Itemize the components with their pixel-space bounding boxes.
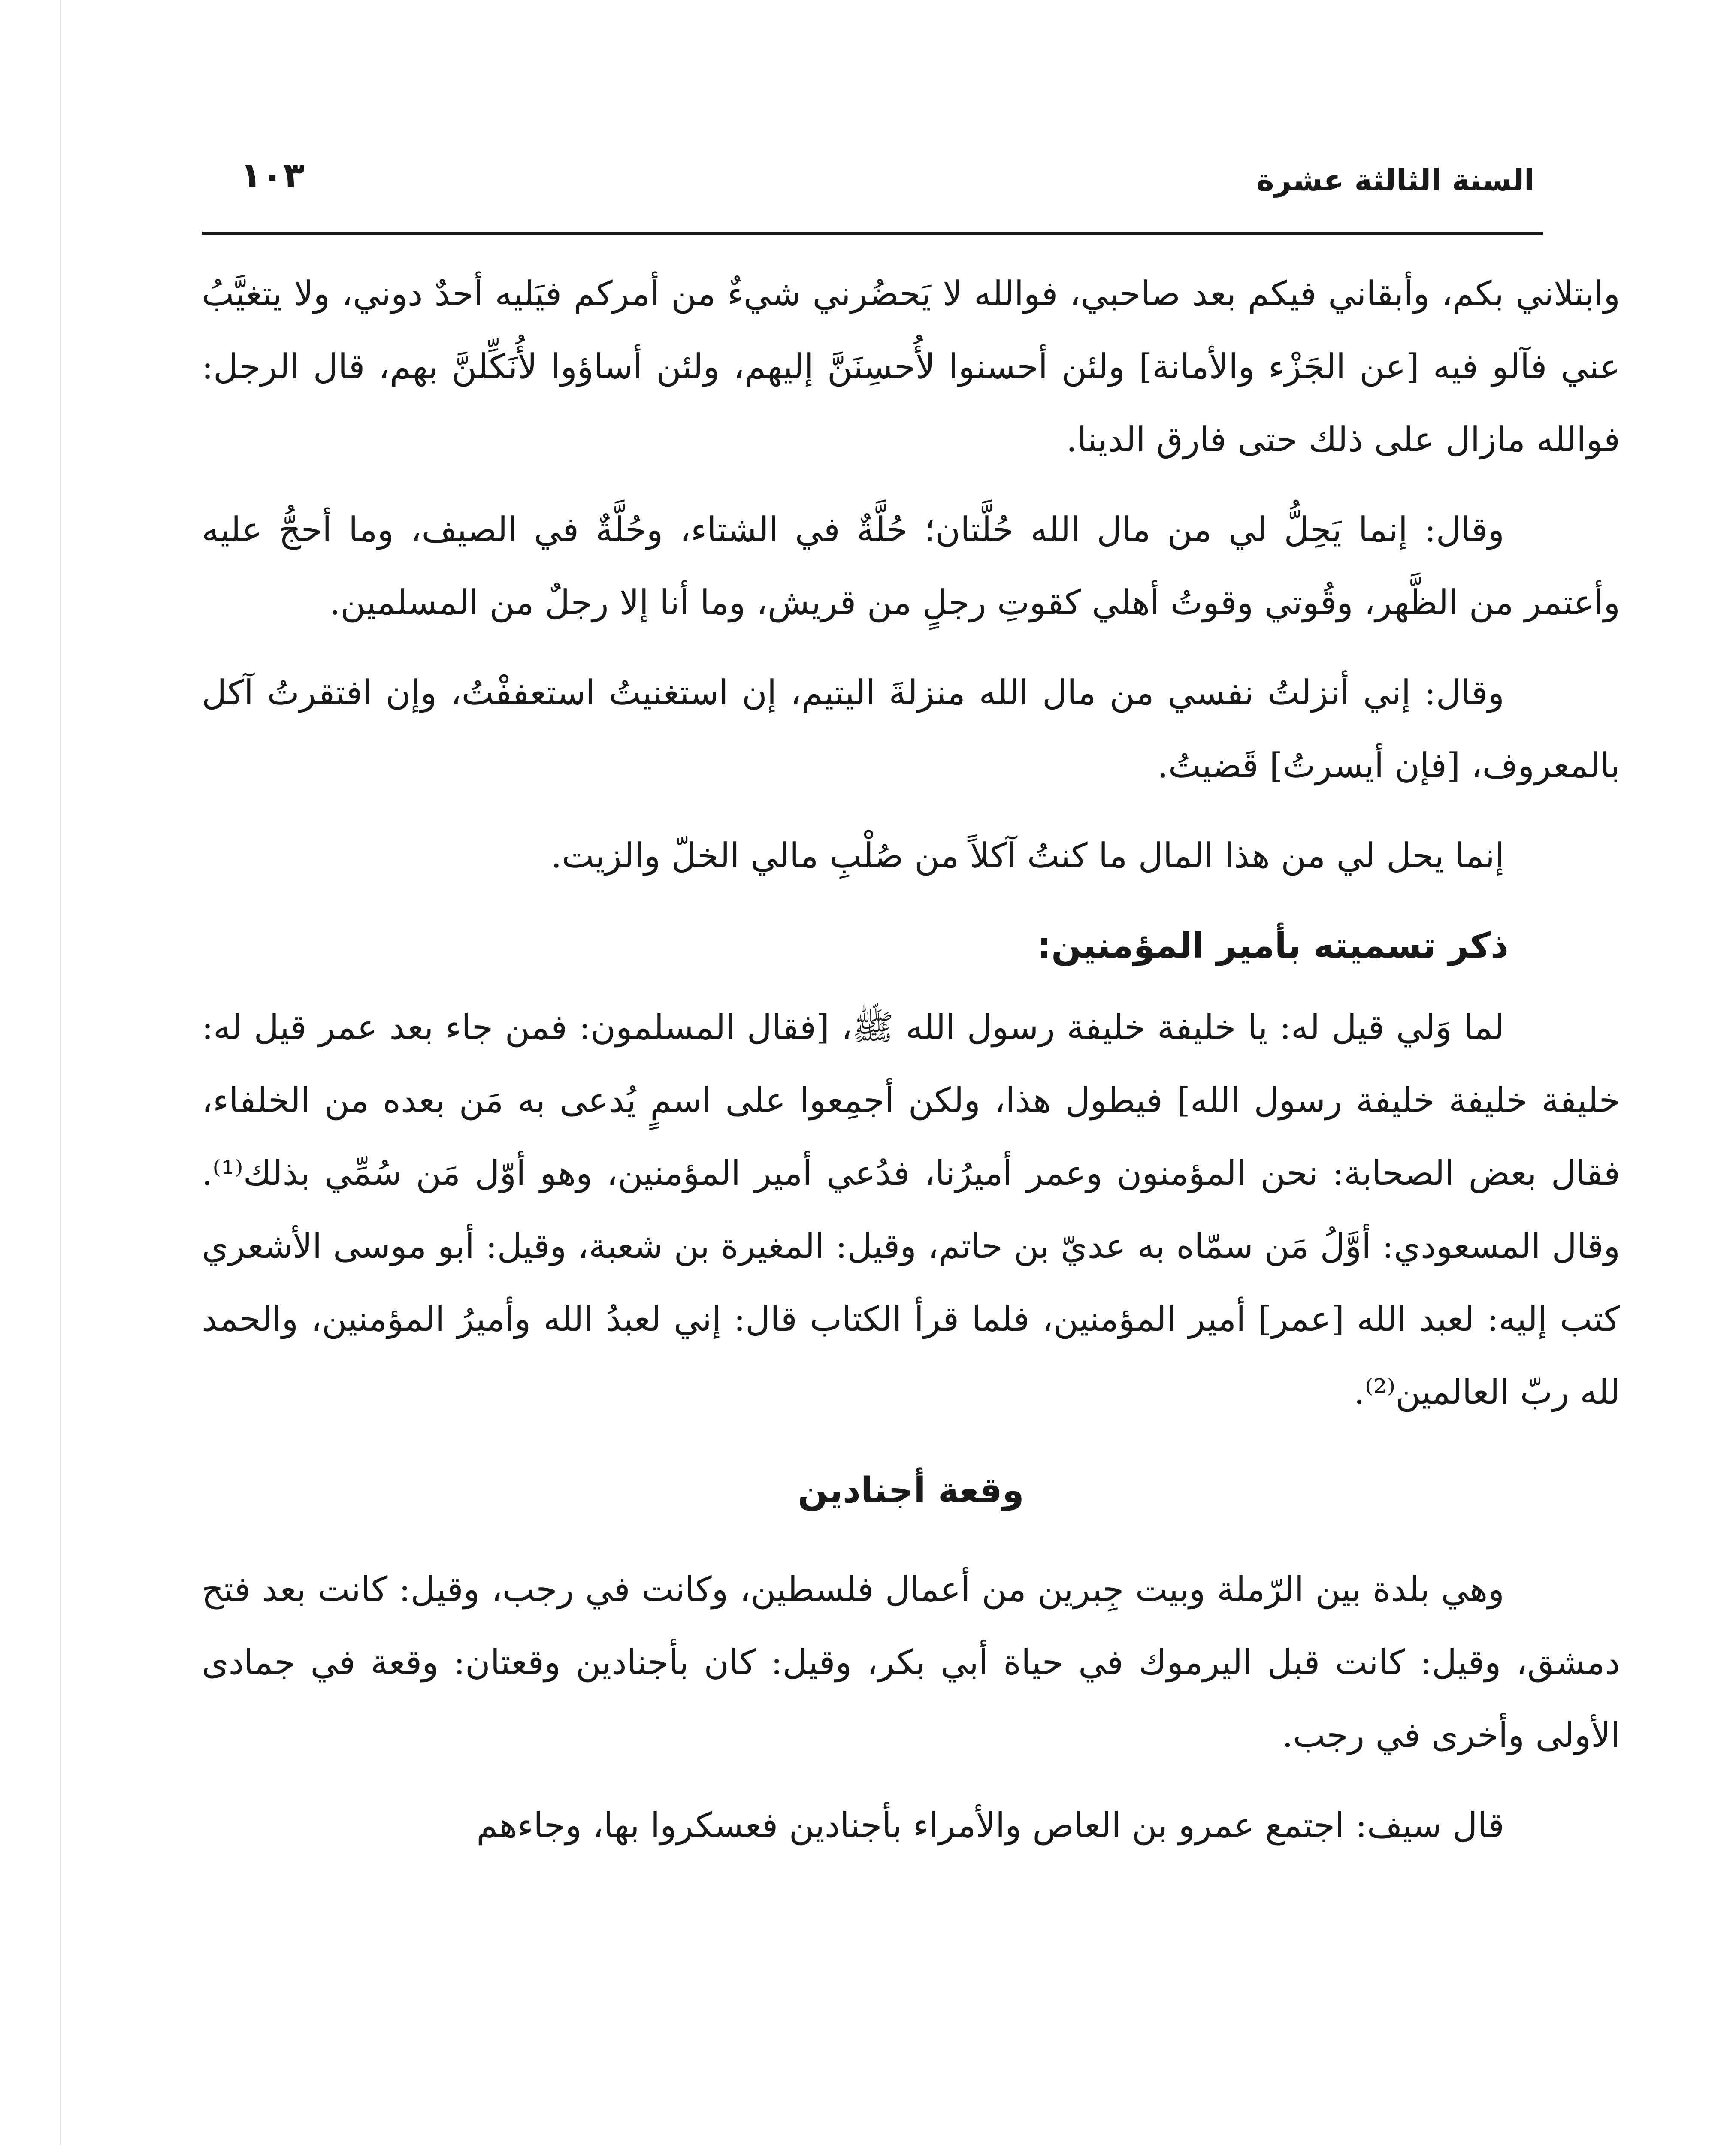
section-heading: ذكر تسميته بأمير المؤمنين: xyxy=(1037,925,1509,966)
paragraph: قال سيف: اجتمع عمرو بن العاص والأمراء بأجنادين فعسكروا بها، وجاءهم xyxy=(476,1805,1504,1845)
paragraph: وهي بلدة بين الرّملة وبيت جِبرين من أعمال فلسطين، وكانت في رجب، وقيل: كانت بعد فتح دمشق، وقيل: كانت قبل اليرموك في حياة أبي بكر، وقيل: كان بأجنادين وقعتان: وقعة في جمادى الأولى وأخرى في رجب. xyxy=(202,1569,1620,1755)
running-title: السنة الثالثة عشرة xyxy=(1256,163,1534,198)
section-heading: وقعة أجنادين xyxy=(798,1470,1024,1511)
paragraph: لما وَلي قيل له: يا خليفة خليفة رسول الله ﷺ، [فقال المسلمون: فمن جاء بعد عمر قيل له: خليفة خليفة خليفة رسول الله] فيطول هذا، ولكن أجمِعوا على اسمٍ يُدعى به مَن بعده من الخلفاء، فقال بعض الصحابة: نحن المؤمنون وعمر أميرُنا، فدُعي أمير المؤمنين، وهو أوّل مَن سُمِّي بذلك⁽¹⁾. وقال المسعودي: أوَّلُ مَن سمّاه به عديّ بن حاتم، وقيل: المغيرة بن شعبة، وقيل: أبو موسى الأشعري كتب إليه: لعبد الله [عمر] أمير المؤمنين، فلما قرأ الكتاب قال: إني لعبدُ الله وأميرُ المؤمنين، والحمد لله ربّ العالمين⁽²⁾. xyxy=(202,1007,1620,1412)
paragraph: وابتلاني بكم، وأبقاني فيكم بعد صاحبي، فوالله لا يَحضُرني شيءٌ من أمركم فيَليه أحدٌ دوني، ولا يتغيَّبُ عني فآلو فيه [عن الجَزْء والأمانة] ولئن أحسنوا لأُحسِنَنَّ إليهم، ولئن أساؤوا لأُنَكِّلنَّ بهم، قال الرجل: فوالله مازال على ذلك حتى فارق الدينا. xyxy=(202,274,1620,459)
running-header xyxy=(202,142,1534,206)
page-edge-shadow xyxy=(60,0,61,2145)
paragraph: إنما يحل لي من هذا المال ما كنتُ آكلاً من صُلْبِ مالي الخلّ والزيت. xyxy=(550,836,1504,876)
main-text xyxy=(202,257,1620,1879)
paragraph: وقال: إني أنزلتُ نفسي من مال الله منزلةَ اليتيم، إن استغنيتُ استعففْتُ، وإن افتقرتُ آكل بالمعروف، [فإن أيسرتُ] قَضيتُ. xyxy=(202,673,1620,785)
header-rule xyxy=(202,232,1543,235)
page-number: ١٠٣ xyxy=(240,155,305,196)
paragraph: وقال: إنما يَحِلُّ لي من مال الله حُلَّتان؛ حُلَّةٌ في الشتاء، وحُلَّةٌ في الصيف، وما أحجُّ عليه وأعتمر من الظَّهر، وقُوتي وقوتُ أهلي كقوتِ رجلٍ من قريش، وما أنا إلا رجلٌ من المسلمين. xyxy=(202,510,1620,622)
